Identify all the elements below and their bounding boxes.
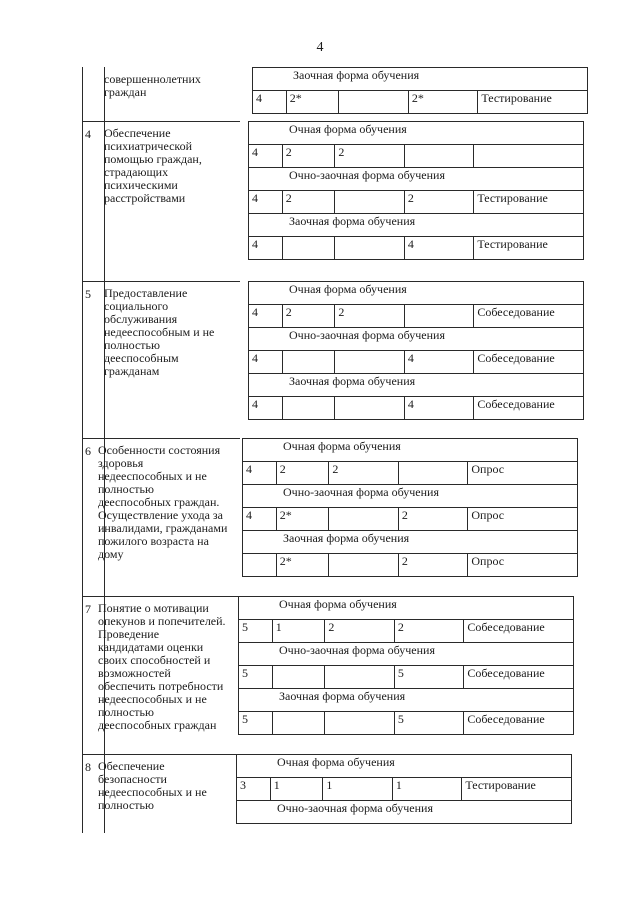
hours-row (249, 237, 584, 260)
section-title: Обеспечение психиатрической помощью граждан, страдающих психическими расстройствами (104, 126, 202, 205)
lecture-hours-cell (272, 666, 325, 689)
control-form-cell: Тестирование (478, 91, 588, 114)
control-form-cell: Опрос (468, 462, 578, 485)
total-hours-cell: 4 (243, 462, 277, 485)
self-study-hours-cell: 2* (408, 91, 478, 114)
control-form-cell: Собеседование (464, 712, 574, 735)
section-separator (82, 438, 240, 439)
hours-row (243, 554, 578, 577)
lecture-hours-cell: 2 (282, 191, 335, 214)
self-study-hours-cell: 4 (404, 351, 474, 374)
study-form-label: Заочная форма обучения (249, 374, 584, 397)
practice-hours-cell (339, 91, 409, 114)
study-form-label: Заочная форма обучения (239, 689, 574, 712)
section-number: 6 (85, 444, 91, 458)
control-form-cell: Тестирование (462, 778, 572, 801)
lecture-hours-cell: 1 (272, 620, 325, 643)
total-hours-cell: 4 (249, 145, 283, 168)
study-form-label: Очная форма обучения (243, 439, 578, 462)
self-study-hours-cell: 5 (394, 666, 464, 689)
section-title: Особенности состояния здоровья недееспособных и не полностью дееспособных граждан. Осуществление ухода за инвалидами, гражданами пожилого возраста на дому (98, 443, 228, 561)
lecture-hours-cell: 2 (276, 462, 329, 485)
practice-hours-cell (329, 554, 399, 577)
total-hours-cell: 4 (249, 397, 283, 420)
section-title: совершеннолетних граждан (104, 72, 201, 99)
hours-row (243, 508, 578, 531)
section-separator (82, 596, 240, 597)
total-hours-cell: 4 (243, 508, 277, 531)
self-study-hours-cell: 2 (404, 191, 474, 214)
total-hours-cell: 4 (249, 191, 283, 214)
study-form-label: Очно-заочная форма обучения (237, 801, 572, 824)
lecture-hours-cell: 2 (282, 145, 335, 168)
total-hours-cell: 5 (239, 620, 273, 643)
study-form-label: Заочная форма обучения (249, 214, 584, 237)
control-form-cell: Собеседование (474, 305, 584, 328)
practice-hours-cell (325, 712, 395, 735)
lecture-hours-cell (272, 712, 325, 735)
total-hours-cell: 5 (239, 712, 273, 735)
self-study-hours-cell: 2 (398, 554, 468, 577)
hours-row (239, 620, 574, 643)
total-hours-cell: 3 (237, 778, 271, 801)
total-hours-cell: 4 (249, 305, 283, 328)
section-separator (82, 754, 240, 755)
hours-grid (248, 281, 584, 420)
section-number: 5 (85, 287, 91, 301)
practice-hours-cell (335, 351, 405, 374)
study-form-label: Очно-заочная форма обучения (249, 168, 584, 191)
practice-hours-cell: 2 (325, 620, 395, 643)
study-form-label: Очная форма обучения (249, 282, 584, 305)
control-form-cell (474, 145, 584, 168)
hours-row (249, 145, 584, 168)
self-study-hours-cell (404, 145, 474, 168)
lecture-hours-cell: 2* (276, 508, 329, 531)
study-form-label: Очная форма обучения (249, 122, 584, 145)
self-study-hours-cell (398, 462, 468, 485)
total-hours-cell (243, 554, 277, 577)
section-title: Понятие о мотивации опекунов и попечителей. Проведение кандидатами оценки своих способностей и возможностей обеспечить потребности недееспособных и не полностью дееспособных граждан (98, 601, 226, 732)
hours-row (249, 397, 584, 420)
hours-grid (236, 754, 572, 824)
total-hours-cell: 5 (239, 666, 273, 689)
hours-row (239, 666, 574, 689)
hours-row (249, 191, 584, 214)
section-title: Предоставление социального обслуживания недееспособным и не полностью дееспособным гражданам (104, 286, 215, 378)
control-form-cell: Собеседование (464, 666, 574, 689)
hours-row (237, 778, 572, 801)
lecture-hours-cell: 1 (270, 778, 323, 801)
control-form-cell: Собеседование (464, 620, 574, 643)
self-study-hours-cell: 2 (394, 620, 464, 643)
hours-grid (248, 121, 584, 260)
hours-row (249, 351, 584, 374)
section-separator (82, 121, 240, 122)
total-hours-cell: 4 (249, 237, 283, 260)
study-form-label: Заочная форма обучения (243, 531, 578, 554)
lecture-hours-cell: 2* (286, 91, 339, 114)
study-form-label: Очная форма обучения (237, 755, 572, 778)
practice-hours-cell: 2 (329, 462, 399, 485)
self-study-hours-cell: 5 (394, 712, 464, 735)
practice-hours-cell (335, 191, 405, 214)
lecture-hours-cell (282, 351, 335, 374)
control-form-cell: Тестирование (474, 191, 584, 214)
study-form-label: Очно-заочная форма обучения (239, 643, 574, 666)
practice-hours-cell (335, 397, 405, 420)
hours-grid (242, 438, 578, 577)
total-hours-cell: 4 (249, 351, 283, 374)
lecture-hours-cell (282, 237, 335, 260)
self-study-hours-cell: 4 (404, 237, 474, 260)
self-study-hours-cell: 2 (398, 508, 468, 531)
hours-row (243, 462, 578, 485)
page-number: 4 (316, 40, 324, 55)
practice-hours-cell: 2 (335, 305, 405, 328)
self-study-hours-cell: 4 (404, 397, 474, 420)
lecture-hours-cell: 2 (282, 305, 335, 328)
control-form-cell: Собеседование (474, 397, 584, 420)
lecture-hours-cell: 2* (276, 554, 329, 577)
lecture-hours-cell (282, 397, 335, 420)
hours-grid (238, 596, 574, 735)
study-form-label: Очно-заочная форма обучения (249, 328, 584, 351)
study-form-label: Заочная форма обучения (253, 68, 588, 91)
hours-row (249, 305, 584, 328)
control-form-cell: Собеседование (474, 351, 584, 374)
self-study-hours-cell: 1 (392, 778, 462, 801)
section-title: Обеспечение безопасности недееспособных и не полностью (98, 759, 207, 812)
section-separator (82, 281, 240, 282)
practice-hours-cell (325, 666, 395, 689)
practice-hours-cell: 2 (335, 145, 405, 168)
section-number: 8 (85, 760, 91, 774)
hours-grid (252, 67, 588, 114)
control-form-cell: Опрос (468, 554, 578, 577)
left-border (82, 67, 83, 833)
self-study-hours-cell (404, 305, 474, 328)
practice-hours-cell (335, 237, 405, 260)
control-form-cell: Тестирование (474, 237, 584, 260)
practice-hours-cell: 1 (323, 778, 393, 801)
hours-row (253, 91, 588, 114)
section-number: 4 (85, 127, 91, 141)
study-form-label: Очно-заочная форма обучения (243, 485, 578, 508)
practice-hours-cell (329, 508, 399, 531)
study-form-label: Очная форма обучения (239, 597, 574, 620)
total-hours-cell: 4 (253, 91, 287, 114)
control-form-cell: Опрос (468, 508, 578, 531)
hours-row (239, 712, 574, 735)
section-number: 7 (85, 602, 91, 616)
